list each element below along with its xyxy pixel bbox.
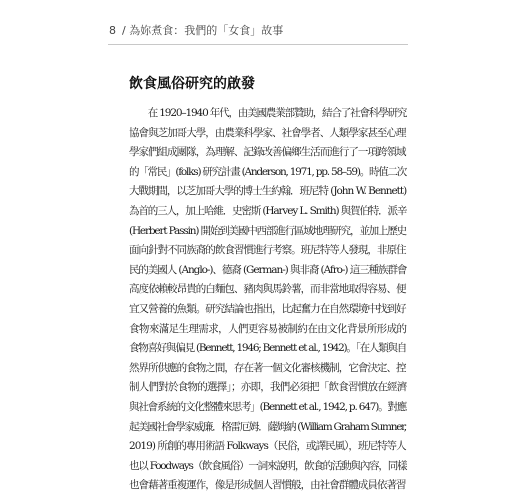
- paragraph-line: 面向針對不同族裔的飲食習慣進行考察。班尼特等人發現，非原住: [129, 244, 406, 257]
- paragraph-line: 學家們組成團隊，為理解、記錄改善偏鄉生活而進行了一項跨領域: [129, 146, 406, 159]
- paragraph-line: 然界所供應的食物之間，存在著一個文化審核機制，它會決定、控: [129, 361, 406, 374]
- paragraph-line: 宜又營養的魚類。研究結論也指出，比起奮力在自然環境中找到好: [129, 302, 406, 315]
- paragraph-line: 與社會系統的文化整體來思考」(Bennett et al., 1942, p. 647)。對應: [129, 400, 407, 413]
- paragraph-line: 協會與芝加哥大學，由農業科學家、社會學者、人類學家甚至心理: [129, 126, 406, 139]
- paragraph-line: 高度依賴較昂貴的白麵包、豬肉與馬鈴薯，而非當地取得容易、便: [129, 283, 406, 296]
- paragraph-line: 起美國社會學家威廉．格雷厄姆．薩姆納 (William Graham Sumner,: [129, 420, 406, 433]
- paragraph-line: 2019) 所創的專用術語 Folkways（民俗，或譯民風），班尼特等人: [129, 440, 406, 453]
- paragraph-line: 食物來滿足生理需求，人們更容易被制約在由文化背景所形成的: [129, 322, 407, 335]
- paragraph-line: 在 1920–1940 年代，由美國農業部贊助，結合了社會科學研究: [129, 107, 407, 119]
- paragraph-line: 民的美國人 (Anglo-)、德裔 (German-) 與非裔 (Afro-) 這三種族群會: [129, 263, 407, 276]
- paragraph-line: 也以 Foodways（飲食風俗）一詞來說明，飲食的活動與內容，同樣: [129, 459, 407, 472]
- running-header: [109, 22, 283, 38]
- section-title: 飲食風俗研究的啟發: [129, 76, 255, 92]
- paragraph-line: (Herbert Passin) 開始到美國中西部進行區域地理研究，並加上歷史: [129, 224, 407, 237]
- paragraph-line: 大戰期間，以芝加哥大學的博士生約翰．班尼特 (John W. Bennett): [129, 185, 407, 198]
- paragraph-line: 的「常民」(folks) 研究計畫 (Anderson, 1971, pp. 58–59)。時值二次: [129, 165, 407, 178]
- running-title: / 為妳煮食：我們的「女食」故事: [122, 24, 284, 37]
- body-paragraph: [129, 104, 407, 496]
- paragraph-line: 為首的三人，加上哈維．史密斯 (Harvey L. Smith) 與賀伯特．派辛: [129, 204, 407, 217]
- paragraph-line: 也會藉著重複運作，像是形成個人習慣般，由社會群體成員依著習: [129, 479, 406, 492]
- page-number: 8: [109, 24, 116, 37]
- paragraph-line: 食物喜好與偏見 (Bennett, 1946; Bennett et al., 1942)。「在人類與自: [129, 342, 406, 355]
- header-rule: [108, 44, 408, 45]
- paragraph-line: 制人們對於食物的選擇」；亦即，我們必須把「飲食習慣放在經濟: [129, 381, 407, 394]
